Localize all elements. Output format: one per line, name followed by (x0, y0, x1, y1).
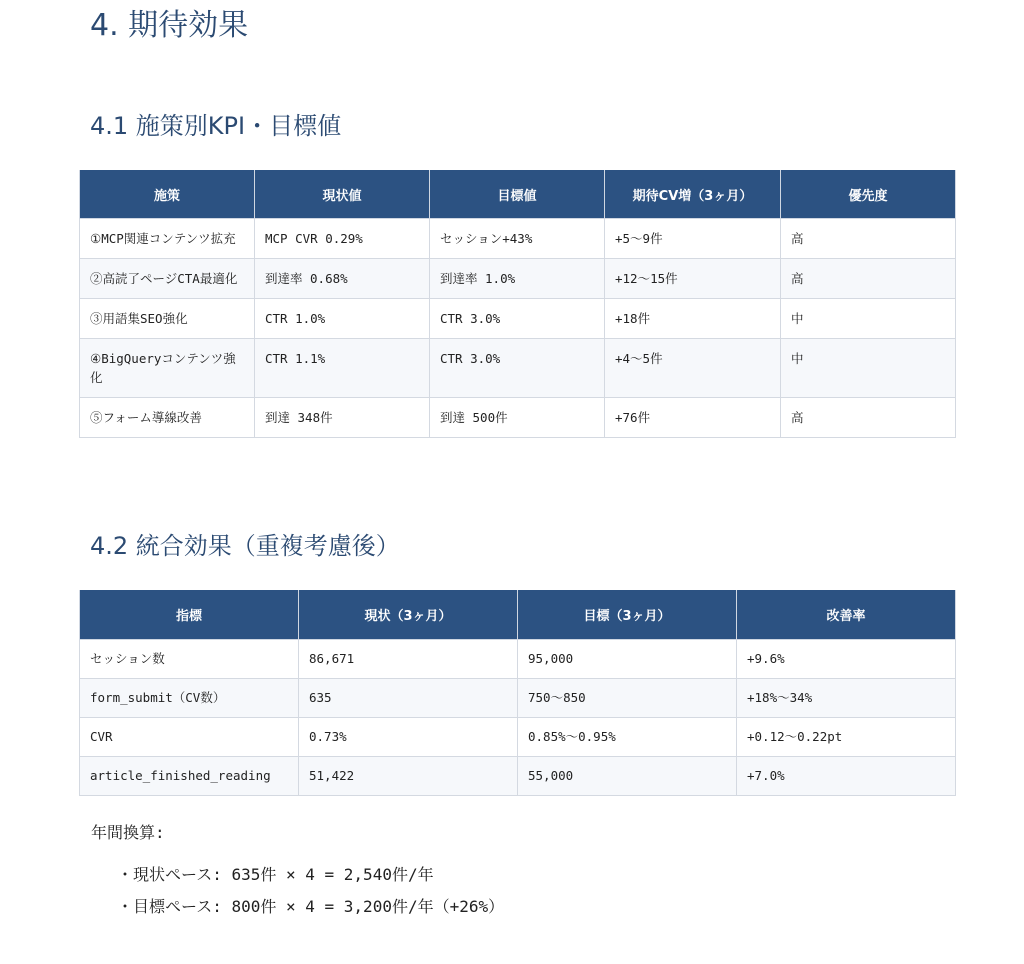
kpi-cell-current: MCP CVR 0.29% (255, 219, 430, 259)
integrated-cell-improvement: +9.6% (737, 640, 956, 679)
kpi-cell-expected: +76件 (605, 398, 781, 438)
annual-item-text: 現状ペース: 635件 × 4 = 2,540件/年 (133, 865, 434, 884)
annual-label: 年間換算: (91, 823, 165, 842)
kpi-header-cell: 現状値 (255, 170, 430, 219)
kpi-cell-target: 到達 500件 (430, 398, 605, 438)
kpi-cell-current: CTR 1.0% (255, 299, 430, 339)
kpi-heading: 4.1 施策別KPI・目標値 (90, 112, 342, 140)
integrated-cell-target: 95,000 (518, 640, 737, 679)
kpi-cell-expected: +4〜5件 (605, 339, 781, 398)
section-title: 4. 期待効果 (90, 8, 249, 43)
table-row (80, 219, 956, 259)
table-row (80, 259, 956, 299)
kpi-cell-measure: ④BigQueryコンテンツ強化 (80, 339, 255, 398)
integrated-heading: 4.2 統合効果（重複考慮後） (90, 532, 400, 560)
bullet-icon: ・ (117, 865, 134, 884)
integrated-cell-improvement: +18%〜34% (737, 679, 956, 718)
kpi-cell-current: 到達率 0.68% (255, 259, 430, 299)
integrated-header-cell: 指標 (80, 590, 299, 640)
integrated-table-header-row (80, 590, 956, 640)
kpi-cell-measure: ①MCP関連コンテンツ拡充 (80, 219, 255, 259)
table-row (80, 299, 956, 339)
table-row (80, 757, 956, 796)
kpi-cell-priority: 中 (781, 339, 956, 398)
integrated-header-cell: 改善率 (737, 590, 956, 640)
annual-item-text: 目標ペース: 800件 × 4 = 3,200件/年（+26%） (133, 897, 505, 916)
integrated-cell-metric: セッション数 (80, 640, 299, 679)
kpi-cell-expected: +18件 (605, 299, 781, 339)
kpi-cell-priority: 高 (781, 259, 956, 299)
kpi-header-cell: 目標値 (430, 170, 605, 219)
kpi-cell-target: CTR 3.0% (430, 299, 605, 339)
kpi-header-cell: 施策 (80, 170, 255, 219)
kpi-cell-expected: +5〜9件 (605, 219, 781, 259)
kpi-cell-priority: 高 (781, 398, 956, 438)
integrated-cell-metric: CVR (80, 718, 299, 757)
kpi-cell-current: CTR 1.1% (255, 339, 430, 398)
kpi-table (79, 170, 956, 438)
integrated-cell-target: 750〜850 (518, 679, 737, 718)
kpi-cell-measure: ③用語集SEO強化 (80, 299, 255, 339)
table-row (80, 640, 956, 679)
kpi-table-header-row (80, 170, 956, 219)
list-item (117, 864, 504, 896)
table-row (80, 718, 956, 757)
kpi-cell-target: 到達率 1.0% (430, 259, 605, 299)
kpi-header-cell: 期待CV増（3ヶ月） (605, 170, 781, 219)
kpi-cell-target: セッション+43% (430, 219, 605, 259)
integrated-cell-target: 55,000 (518, 757, 737, 796)
kpi-cell-measure: ②高読了ページCTA最適化 (80, 259, 255, 299)
integrated-cell-target: 0.85%〜0.95% (518, 718, 737, 757)
annual-list (117, 864, 504, 928)
kpi-cell-measure: ⑤フォーム導線改善 (80, 398, 255, 438)
integrated-cell-current: 86,671 (299, 640, 518, 679)
kpi-cell-target: CTR 3.0% (430, 339, 605, 398)
integrated-cell-metric: form_submit（CV数） (80, 679, 299, 718)
integrated-table (79, 590, 956, 796)
table-row (80, 398, 956, 438)
integrated-cell-improvement: +7.0% (737, 757, 956, 796)
bullet-icon: ・ (117, 897, 134, 916)
integrated-cell-metric: article_finished_reading (80, 757, 299, 796)
list-item (117, 896, 504, 928)
table-row (80, 679, 956, 718)
kpi-cell-expected: +12〜15件 (605, 259, 781, 299)
integrated-cell-current: 51,422 (299, 757, 518, 796)
integrated-cell-improvement: +0.12〜0.22pt (737, 718, 956, 757)
integrated-header-cell: 目標（3ヶ月） (518, 590, 737, 640)
table-row (80, 339, 956, 398)
kpi-cell-priority: 中 (781, 299, 956, 339)
kpi-cell-current: 到達 348件 (255, 398, 430, 438)
integrated-cell-current: 0.73% (299, 718, 518, 757)
kpi-cell-priority: 高 (781, 219, 956, 259)
integrated-header-cell: 現状（3ヶ月） (299, 590, 518, 640)
kpi-header-cell: 優先度 (781, 170, 956, 219)
integrated-cell-current: 635 (299, 679, 518, 718)
